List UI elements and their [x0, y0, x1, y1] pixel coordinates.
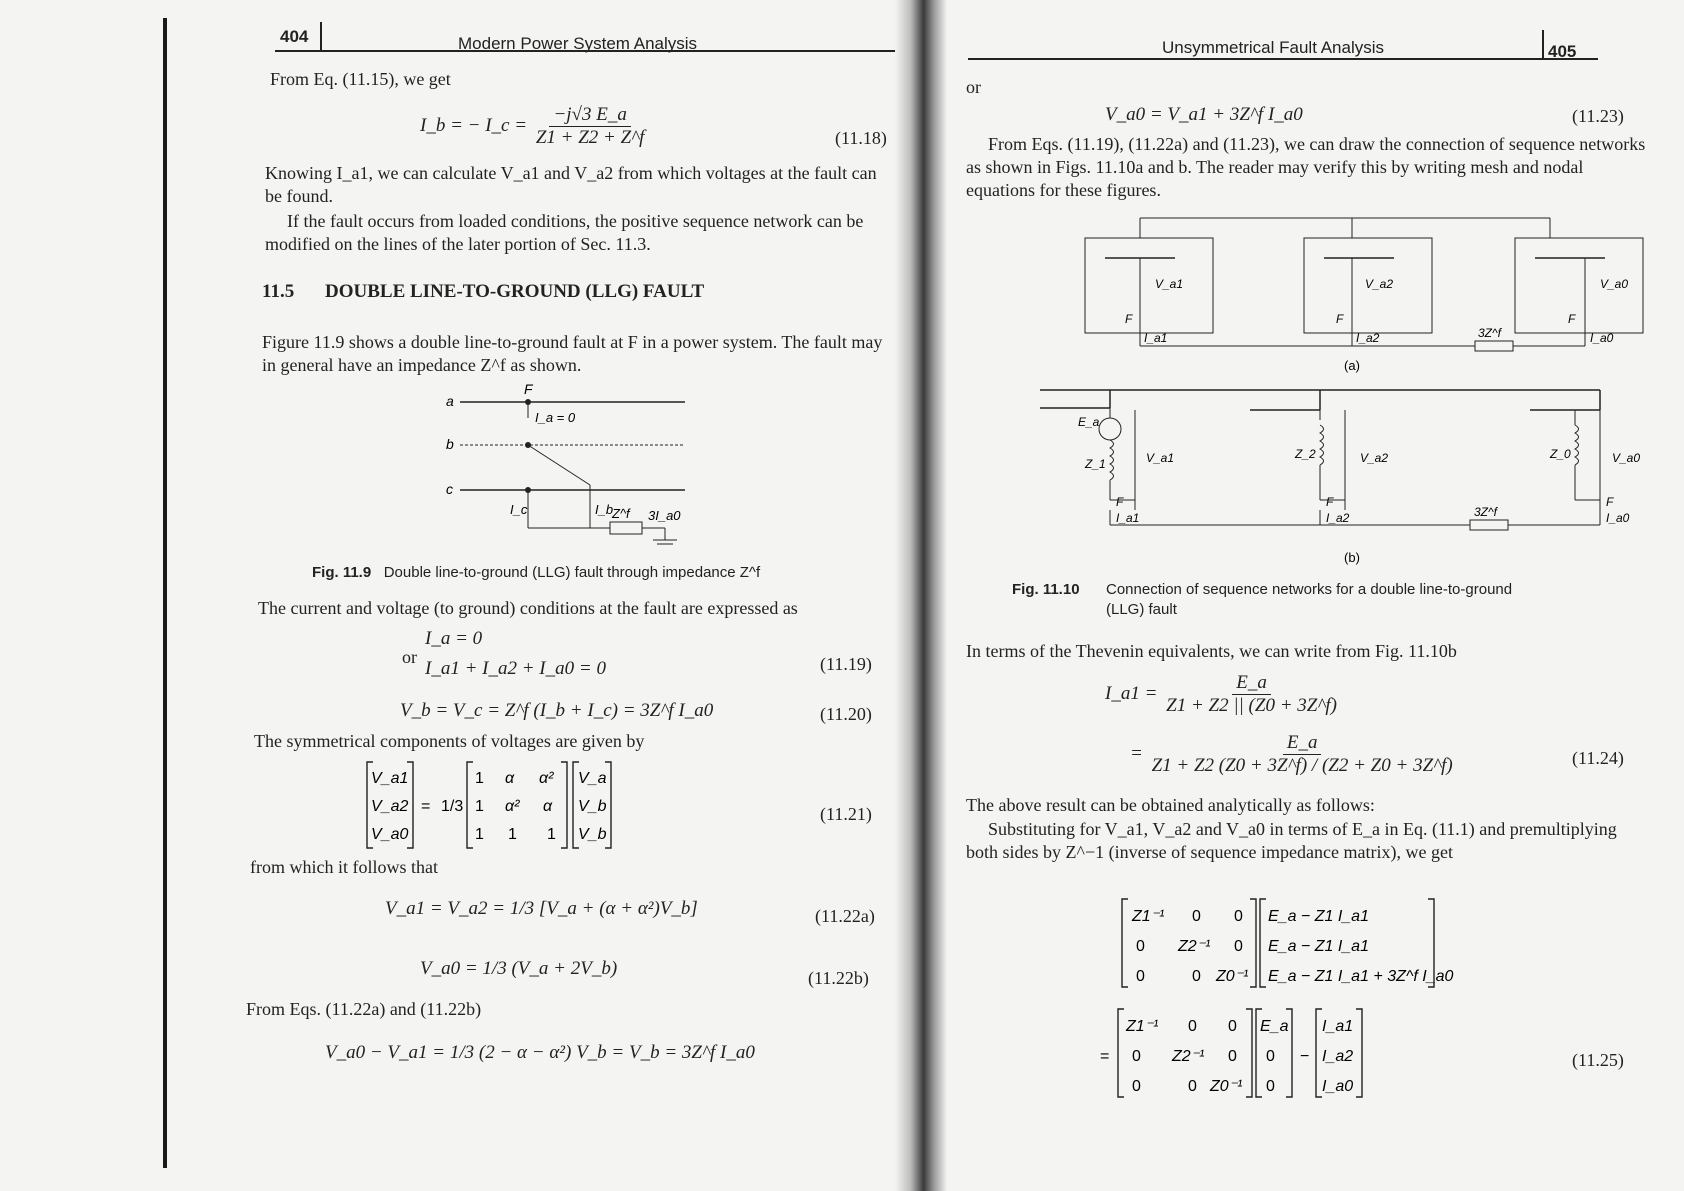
m1-02: 0	[1234, 908, 1243, 925]
m12: α	[543, 798, 553, 815]
eq-den: Z1 + Z2 + Z^f	[535, 127, 645, 148]
m00: 1	[475, 770, 484, 787]
label-b: b	[446, 436, 454, 452]
lhs-1: V_a2	[371, 798, 409, 815]
m2-20: 0	[1132, 1078, 1141, 1095]
m1-rhs-2: E_a − Z1 I_a1 + 3Z^f I_a0	[1268, 968, 1454, 985]
label-b-va0: V_a0	[1612, 451, 1641, 465]
eq-11-23-number: (11.23)	[1572, 106, 1624, 126]
eq-11-23: V_a0 = V_a1 + 3Z^f I_a0	[1105, 104, 1303, 125]
label-b-ia0: I_a0	[1606, 511, 1630, 525]
m2-rhs-1: I_a2	[1322, 1048, 1354, 1065]
page-number: 404	[280, 27, 309, 46]
svg-text:=: =	[1100, 1048, 1110, 1065]
m1-10: 0	[1136, 938, 1145, 955]
svg-text:−: −	[1300, 1048, 1310, 1065]
m2-01: 0	[1188, 1018, 1197, 1035]
m1-01: 0	[1192, 908, 1201, 925]
label-a: a	[446, 393, 454, 409]
page-number: 405	[1548, 42, 1577, 61]
right-page	[920, 0, 1684, 1191]
eq-11-25-number: (11.25)	[1572, 1050, 1624, 1070]
m1-12: 0	[1234, 938, 1243, 955]
fig-11-10-caption-line1: Connection of sequence networks for a double line-to-ground	[1106, 581, 1513, 598]
para-substituting: Substituting for V_a1, V_a2 and V_a0 in terms of E_a in Eq. (11.1) and premultiplying both sides by Z^−1 (inverse of sequence impedance matrix), we get	[966, 819, 1617, 862]
eq-fraction	[532, 104, 649, 149]
label-ia: I_a = 0	[535, 410, 576, 425]
eq-11-24: = $\frac{E\_a}{Z1 + Z2 (Z0 + 3Z\^{}f) / (Z2 + Z0 + 3Z\^{}f)}$	[1130, 732, 1457, 777]
fig-11-9-caption	[312, 563, 760, 583]
eq-11-22b-number: (11.22b)	[808, 968, 869, 988]
eq-11-19-b: I_a1 + I_a2 + I_a0 = 0	[425, 658, 606, 679]
label-b-f0: F	[1606, 495, 1614, 509]
page-edge-shadow	[163, 18, 167, 1168]
eq-num: E_a	[1232, 672, 1271, 695]
label-ib: I_b	[595, 502, 614, 517]
eq-11-21-matrix	[365, 758, 635, 858]
m2-12: 0	[1228, 1048, 1237, 1065]
m1-00: Z1⁻¹	[1132, 908, 1165, 925]
label-b-ia2: I_a2	[1326, 511, 1350, 525]
label-ic: I_c	[510, 502, 528, 517]
label-b-ia1: I_a1	[1116, 511, 1140, 525]
section-title: DOUBLE LINE-TO-GROUND (LLG) FAULT	[325, 281, 705, 302]
label-b-va2: V_a2	[1360, 451, 1389, 465]
section-number: 11.5	[262, 281, 295, 302]
m1-rhs-1: E_a − Z1 I_a1	[1268, 938, 1369, 955]
svg-text:=: =	[421, 798, 431, 815]
label-ia1: I_a1	[1144, 331, 1168, 345]
fig-11-9-diagram	[440, 380, 710, 555]
header-rule	[968, 58, 1598, 60]
para-from-eqs: From Eqs. (11.22a) and (11.22b)	[246, 999, 482, 1019]
label-va0: V_a0	[1600, 277, 1629, 291]
rhs-2: V_b	[578, 826, 607, 843]
eq-final: V_a0 − V_a1 = 1/3 (2 − α − α²) V_b = V_b = 3Z^f I_a0	[325, 1042, 755, 1063]
m22: 1	[547, 826, 556, 843]
para-loaded: If the fault occurs from loaded conditions, the positive sequence network can be modified on the lines of the later portion of Sec. 11.3.	[265, 211, 864, 254]
m1-21: 0	[1192, 968, 1201, 985]
subfig-a: (a)	[1344, 358, 1360, 373]
label-z0: Z_0	[1550, 447, 1571, 461]
running-head: Modern Power System Analysis	[458, 34, 698, 53]
or-text: or	[966, 77, 981, 97]
m11: α²	[505, 798, 520, 815]
label-f0: F	[1568, 312, 1576, 326]
fig-11-10-diagram	[1000, 210, 1641, 580]
eq-ia1	[1105, 672, 1341, 717]
label-ea: E_a	[1078, 415, 1100, 429]
m21: 1	[508, 826, 517, 843]
label-ia0: I_a0	[1590, 331, 1614, 345]
caption-number: Fig. 11.9	[312, 564, 372, 581]
m2-vec-0: E_a	[1260, 1018, 1289, 1035]
m1-22: Z0⁻¹	[1216, 968, 1249, 985]
label-b-f2: F	[1326, 495, 1334, 509]
para-current: The current and voltage (to ground) conditions at the fault are expressed as	[258, 598, 798, 618]
label-3zf-a: 3Z^f	[1478, 326, 1501, 340]
m2-vec-1: 0	[1266, 1048, 1275, 1065]
label-b-va1: V_a1	[1146, 451, 1175, 465]
label-z1: Z_1	[1085, 457, 1106, 471]
m2-rhs-2: I_a0	[1322, 1078, 1354, 1095]
eq-11-19-number: (11.19)	[820, 654, 872, 674]
m2-11: Z2⁻¹	[1172, 1048, 1205, 1065]
eq-number: (11.18)	[835, 128, 887, 148]
m2-10: 0	[1132, 1048, 1141, 1065]
m10: 1	[475, 798, 484, 815]
label-va2: V_a2	[1365, 277, 1394, 291]
m2-02: 0	[1228, 1018, 1237, 1035]
eq-num: E_a	[1283, 732, 1322, 755]
eq-11-20: V_b = V_c = Z^f (I_b + I_c) = 3Z^f I_a0	[400, 700, 714, 721]
m20: 1	[475, 826, 484, 843]
label-b-f1: F	[1116, 495, 1124, 509]
lhs-2: V_a0	[371, 826, 409, 843]
eq-num: −j√3 E_a	[549, 104, 630, 127]
para-thevenin: In terms of the Thevenin equivalents, we can write from Fig. 11.10b	[966, 641, 1457, 661]
subfig-b: (b)	[1344, 550, 1360, 565]
m02: α²	[539, 770, 554, 787]
eq-11-20-number: (11.20)	[820, 704, 872, 724]
from-eq-text: From Eq. (11.15), we get	[270, 69, 451, 89]
eq-11-22b: V_a0 = 1/3 (V_a + 2V_b)	[420, 958, 618, 979]
m2-00: Z1⁻¹	[1126, 1018, 1159, 1035]
label-c: c	[446, 481, 453, 497]
header-tick	[1542, 30, 1544, 60]
rhs-1: V_b	[578, 798, 607, 815]
m2-vec-2: 0	[1266, 1078, 1275, 1095]
matrix-eq-1	[1120, 895, 1454, 995]
label-F: F	[524, 381, 533, 397]
para-from-eqs: From Eqs. (11.19), (11.22a) and (11.23), we can draw the connection of sequence networks as shown in Figs. 11.10a and b. The reader may verify this by writing mesh and nodal equations for these figures.	[966, 134, 1646, 200]
eq-fraction	[1148, 732, 1457, 777]
label-z2: Z_2	[1295, 447, 1316, 461]
fig-11-10-caption	[1012, 580, 1080, 600]
para-above: The above result can be obtained analytically as follows:	[966, 795, 1375, 815]
running-head: Unsymmetrical Fault Analysis	[1162, 38, 1385, 57]
eq-11-19-a: I_a = 0	[425, 628, 483, 649]
label-f1: F	[1125, 312, 1133, 326]
eq-lhs: I_a1 =	[1105, 682, 1158, 704]
para-figure: Figure 11.9 shows a double line-to-ground fault at F in a power system. The fault may in general have an impedance Z^f as shown.	[262, 332, 883, 375]
eq-den: Z1 + Z2 || (Z0 + 3Z^f)	[1166, 695, 1337, 716]
eq-11-24-number: (11.24)	[1572, 748, 1624, 768]
factor: 1/3	[441, 798, 464, 815]
m2-22: Z0⁻¹	[1210, 1078, 1243, 1095]
lhs-0: V_a1	[371, 770, 409, 787]
label-zf: Z^f	[612, 506, 630, 521]
eq-11-21-number: (11.21)	[820, 804, 872, 824]
label-f2: F	[1336, 312, 1344, 326]
caption-text: Double line-to-ground (LLG) fault through impedance Z^f	[383, 564, 761, 581]
para-symmetrical: The symmetrical components of voltages are given by	[254, 731, 645, 751]
para-knowing: Knowing I_a1, we can calculate V_a1 and V_a2 from which voltages at the fault can be found.	[265, 163, 877, 206]
m1-rhs-0: E_a − Z1 I_a1	[1268, 908, 1369, 925]
eq-fraction	[1162, 672, 1341, 717]
para-follows: from which it follows that	[250, 857, 438, 877]
m2-rhs-0: I_a1	[1322, 1018, 1354, 1035]
label-ia2: I_a2	[1356, 331, 1380, 345]
eq-11-19-or: or	[402, 647, 417, 667]
m1-11: Z2⁻¹	[1178, 938, 1211, 955]
m01: α	[505, 770, 515, 787]
eq-11-22a: V_a1 = V_a2 = 1/3 [V_a + (α + α²)V_b]	[385, 898, 698, 919]
eq-lhs: I_b = − I_c =	[420, 114, 528, 136]
header-tick	[320, 22, 322, 52]
m1-20: 0	[1136, 968, 1145, 985]
caption-number: Fig. 11.10	[1012, 581, 1080, 598]
eq-den: Z1 + Z2 (Z0 + 3Z^f) / (Z2 + Z0 + 3Z^f)	[1151, 755, 1453, 776]
matrix-eq-2	[1100, 1005, 1420, 1105]
eq-11-22a-number: (11.22a)	[815, 906, 875, 926]
fig-11-10-caption-line2: (LLG) fault	[1106, 601, 1177, 618]
label-3zf-b: 3Z^f	[1474, 505, 1497, 519]
label-va1: V_a1	[1155, 277, 1184, 291]
label-3ia0: 3I_a0	[648, 508, 681, 523]
m2-21: 0	[1188, 1078, 1197, 1095]
rhs-0: V_a	[578, 770, 607, 787]
eq-11-18	[420, 104, 648, 149]
